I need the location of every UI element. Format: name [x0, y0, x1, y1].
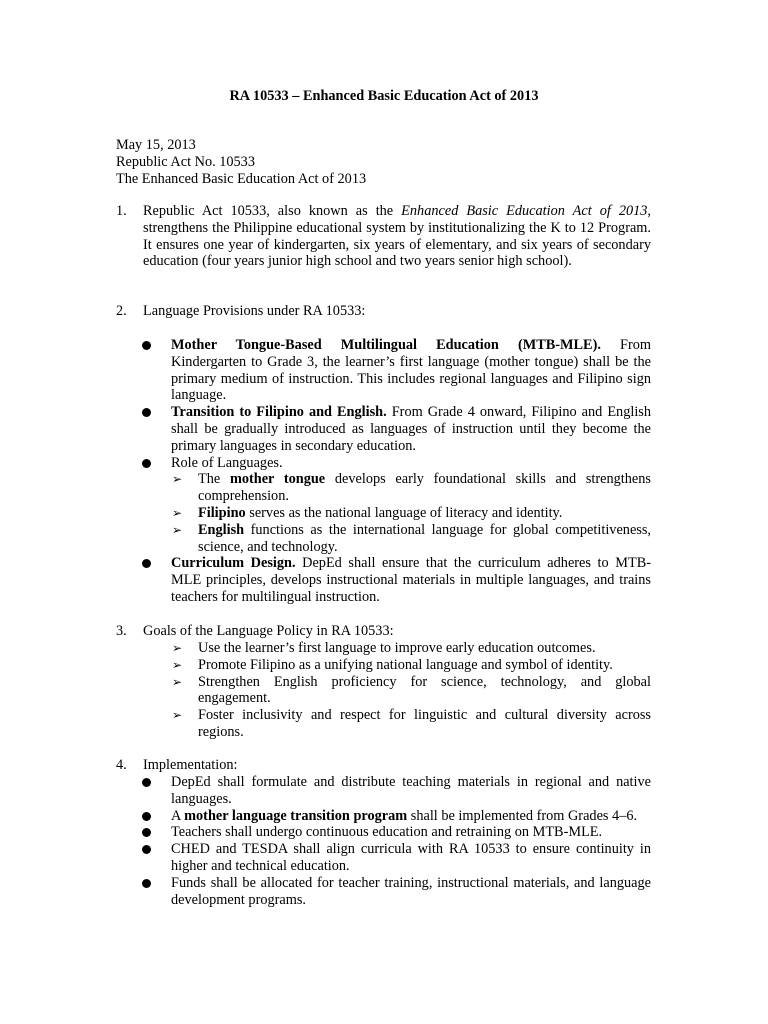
bullet-icon	[142, 408, 151, 417]
document-header	[116, 137, 656, 188]
list-item: ➢ Filipino serves as the national language of literacy and identity.	[172, 504, 563, 521]
arrow-bullet-icon: ➢	[172, 674, 183, 689]
bullet-icon	[142, 845, 151, 854]
list-item: ➢ English functions as the international language for global competitiveness, science, and technology.	[172, 521, 651, 555]
section-4-list	[116, 774, 651, 908]
list-item: CHED and TESDA shall align curricula with RA 10533 to ensure continuity in higher and technical education.	[171, 841, 651, 875]
section-3-number: 3.	[116, 623, 127, 639]
header-date: May 15, 2013	[116, 137, 196, 153]
bullet-icon	[142, 459, 151, 468]
section-3	[116, 623, 651, 640]
section-4-heading: Implementation:	[143, 757, 238, 773]
list-item: A mother language transition program shall be implemented from Grades 4–6.	[171, 808, 651, 825]
list-item: ➢ Use the learner’s first language to improve early education outcomes.	[172, 640, 596, 656]
section-3-list	[116, 640, 651, 741]
act-title-italic: Enhanced Basic Education Act of 2013	[401, 203, 648, 219]
arrow-bullet-icon: ➢	[172, 641, 183, 655]
list-item: ➢ Promote Filipino as a unifying national language and symbol of identity.	[172, 656, 613, 673]
list-item: Curriculum Design. DepEd shall ensure that the curriculum adheres to MTB-MLE principles, develops instructional materials in multiple languages, and trains teachers for multilingual instruction.	[171, 555, 651, 605]
list-item: Funds shall be allocated for teacher training, instructional materials, and language development programs.	[171, 875, 651, 909]
bullet-icon	[142, 559, 151, 568]
list-item: Mother Tongue-Based Multilingual Education (MTB-MLE). From Kindergarten to Grade 3, the learner’s first language (mother tongue) shall be the primary medium of instruction. This includes regional languages and Filipino sign language.	[171, 337, 651, 404]
bullet-icon	[142, 879, 151, 888]
section-4-number: 4.	[116, 757, 127, 773]
arrow-bullet-icon: ➢	[172, 657, 183, 672]
arrow-bullet-icon: ➢	[172, 505, 183, 520]
section-1-number: 1.	[116, 203, 127, 219]
section-1-paragraph: Republic Act 10533, also known as the Enhanced Basic Education Act of 2013, strengthens the Philippine educational system by institutionalizing the K to 12 Program. It ensures one year of kindergarten, six years of elementary, and six years of secondary education (four years junior high school and two years senior high school).	[143, 203, 651, 270]
arrow-bullet-icon: ➢	[172, 708, 183, 723]
list-item: ➢ Strengthen English proficiency for science, technology, and global engagement.	[172, 673, 651, 707]
section-1	[116, 203, 651, 270]
list-item: Teachers shall undergo continuous education and retraining on MTB-MLE.	[171, 824, 651, 841]
section-4	[116, 757, 651, 774]
arrow-bullet-icon: ➢	[172, 522, 183, 537]
section-2-heading: Language Provisions under RA 10533:	[143, 303, 366, 319]
document-title: RA 10533 – Enhanced Basic Education Act of 2013	[229, 88, 539, 104]
section-2-list	[116, 337, 651, 606]
section-2	[116, 303, 651, 320]
list-item: Transition to Filipino and English. From Grade 4 onward, Filipino and English shall be gradually introduced as languages of instruction until they become the primary languages in secondary education.	[171, 404, 651, 454]
list-item: ➢ The mother tongue develops early foundational skills and strengthens comprehension.	[172, 471, 651, 505]
section-3-heading: Goals of the Language Policy in RA 10533:	[143, 623, 394, 639]
bullet-icon	[142, 778, 151, 787]
list-item: ➢ Foster inclusivity and respect for linguistic and cultural diversity across regions.	[172, 707, 651, 740]
header-act-number: Republic Act No. 10533	[116, 154, 255, 170]
section-2-number: 2.	[116, 303, 127, 319]
header-act-name: The Enhanced Basic Education Act of 2013	[116, 171, 367, 187]
bullet-icon	[142, 812, 151, 821]
bullet-icon	[142, 828, 151, 837]
arrow-bullet-icon: ➢	[172, 472, 183, 487]
list-item: Role of Languages.	[171, 455, 651, 472]
bullet-icon	[142, 341, 151, 350]
list-item: DepEd shall formulate and distribute teaching materials in regional and native languages.	[171, 774, 651, 808]
